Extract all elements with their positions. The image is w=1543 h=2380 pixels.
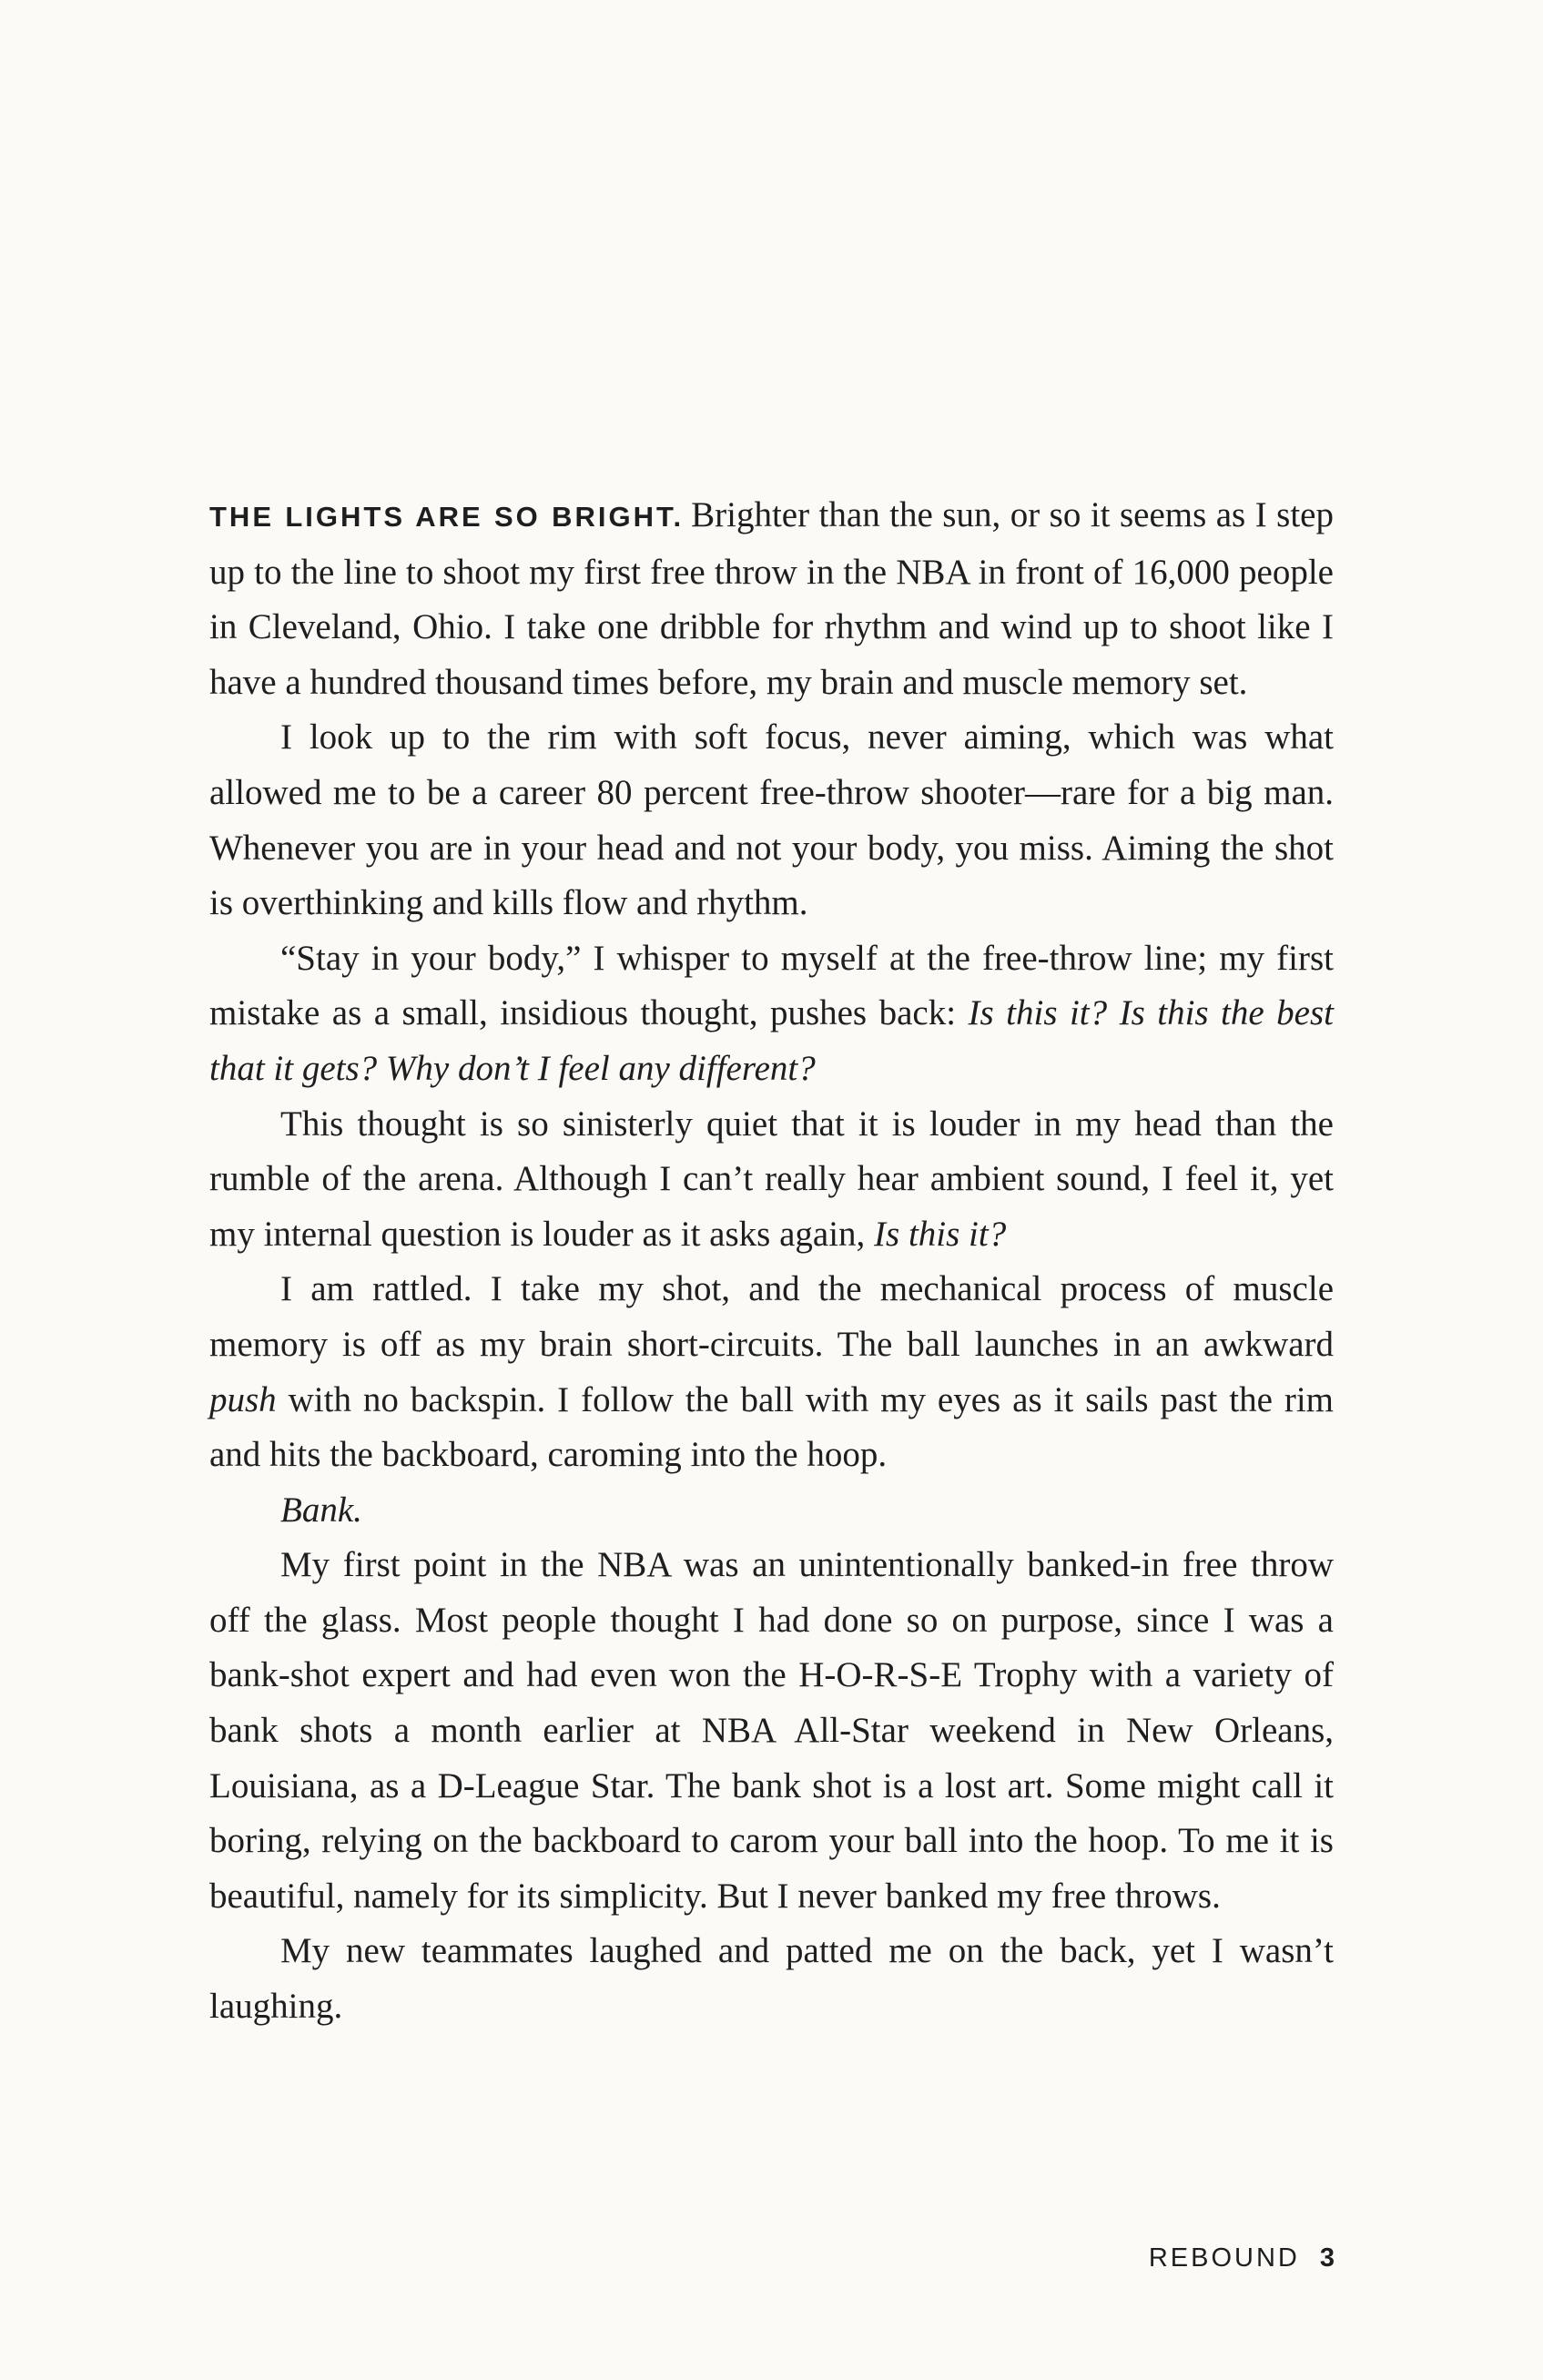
- paragraph-6: [209, 1483, 1334, 1539]
- paragraph-7: My first point in the NBA was an unintentionally banked-in free throw off the glass. Most people thought I had done so on purpose, since I was a bank-shot expert and had even won the H-O-R-S-E Trophy with a variety of bank shots a month earlier at NBA All-Star weekend in New Orleans, Louisiana, as a D-League Star. The bank shot is a lost art. Some might call it boring, relying on the backboard to carom your ball into the hoop. To me it is beautiful, namely for its simplicity. But I never banked my free throws.: [209, 1545, 1334, 1916]
- paragraph-1: [209, 488, 1334, 710]
- running-head: REBOUND: [1148, 2243, 1300, 2273]
- page-footer: [1149, 2243, 1337, 2273]
- paragraph-4: [209, 1097, 1334, 1263]
- paragraph-5-italic: push: [209, 1379, 277, 1419]
- body-text: [209, 488, 1334, 2035]
- paragraph-5-text-a: I am rattled. I take my shot, and the mechanical process of muscle memory is off as my brain short-circuits. The ball launches in an awkward: [209, 1269, 1334, 1364]
- paragraph-4-text: This thought is so sinisterly quiet that it is louder in my head than the rumble of the arena. Although I can’t really hear ambient sound, I feel it, yet my internal question is louder as it asks again,: [209, 1104, 1334, 1254]
- paragraph-5-text-b: with no backspin. I follow the ball with my eyes as it sails past the rim and hits the backboard, caroming into the hoop.: [209, 1379, 1334, 1475]
- paragraph-2: I look up to the rim with soft focus, never aiming, which was what allowed me to be a career 80 percent free-throw shooter—rare for a big man. Whenever you are in your head and not your body, you miss. Aiming the shot is overthinking and kills flow and rhythm.: [209, 717, 1334, 923]
- paragraph-4-italic: Is this it?: [874, 1214, 1007, 1254]
- page-number: 3: [1319, 2243, 1337, 2273]
- chapter-lead-in: THE LIGHTS ARE SO BRIGHT.: [209, 501, 685, 533]
- paragraph-3-italic: Is this it? Is this the best that it gets? Why don’t I feel any different?: [209, 993, 1334, 1088]
- paragraph-6-italic: Bank.: [280, 1490, 362, 1530]
- paragraph-8: My new teammates laughed and patted me on the back, yet I wasn’t laughing.: [209, 1931, 1334, 2027]
- paragraph-3-text: “Stay in your body,” I whisper to myself at the free-throw line; my first mistake as a small, insidious thought, pushes back:: [209, 938, 1334, 1033]
- paragraph-1-text: Brighter than the sun, or so it seems as I step up to the line to shoot my first free throw in the NBA in front of 16,000 people in Cleveland, Ohio. I take one dribble for rhythm and wind up to shoot like I have a hundred thousand times before, my brain and muscle memory set.: [209, 495, 1334, 702]
- paragraph-5: [209, 1262, 1334, 1482]
- paragraph-3: [209, 931, 1334, 1097]
